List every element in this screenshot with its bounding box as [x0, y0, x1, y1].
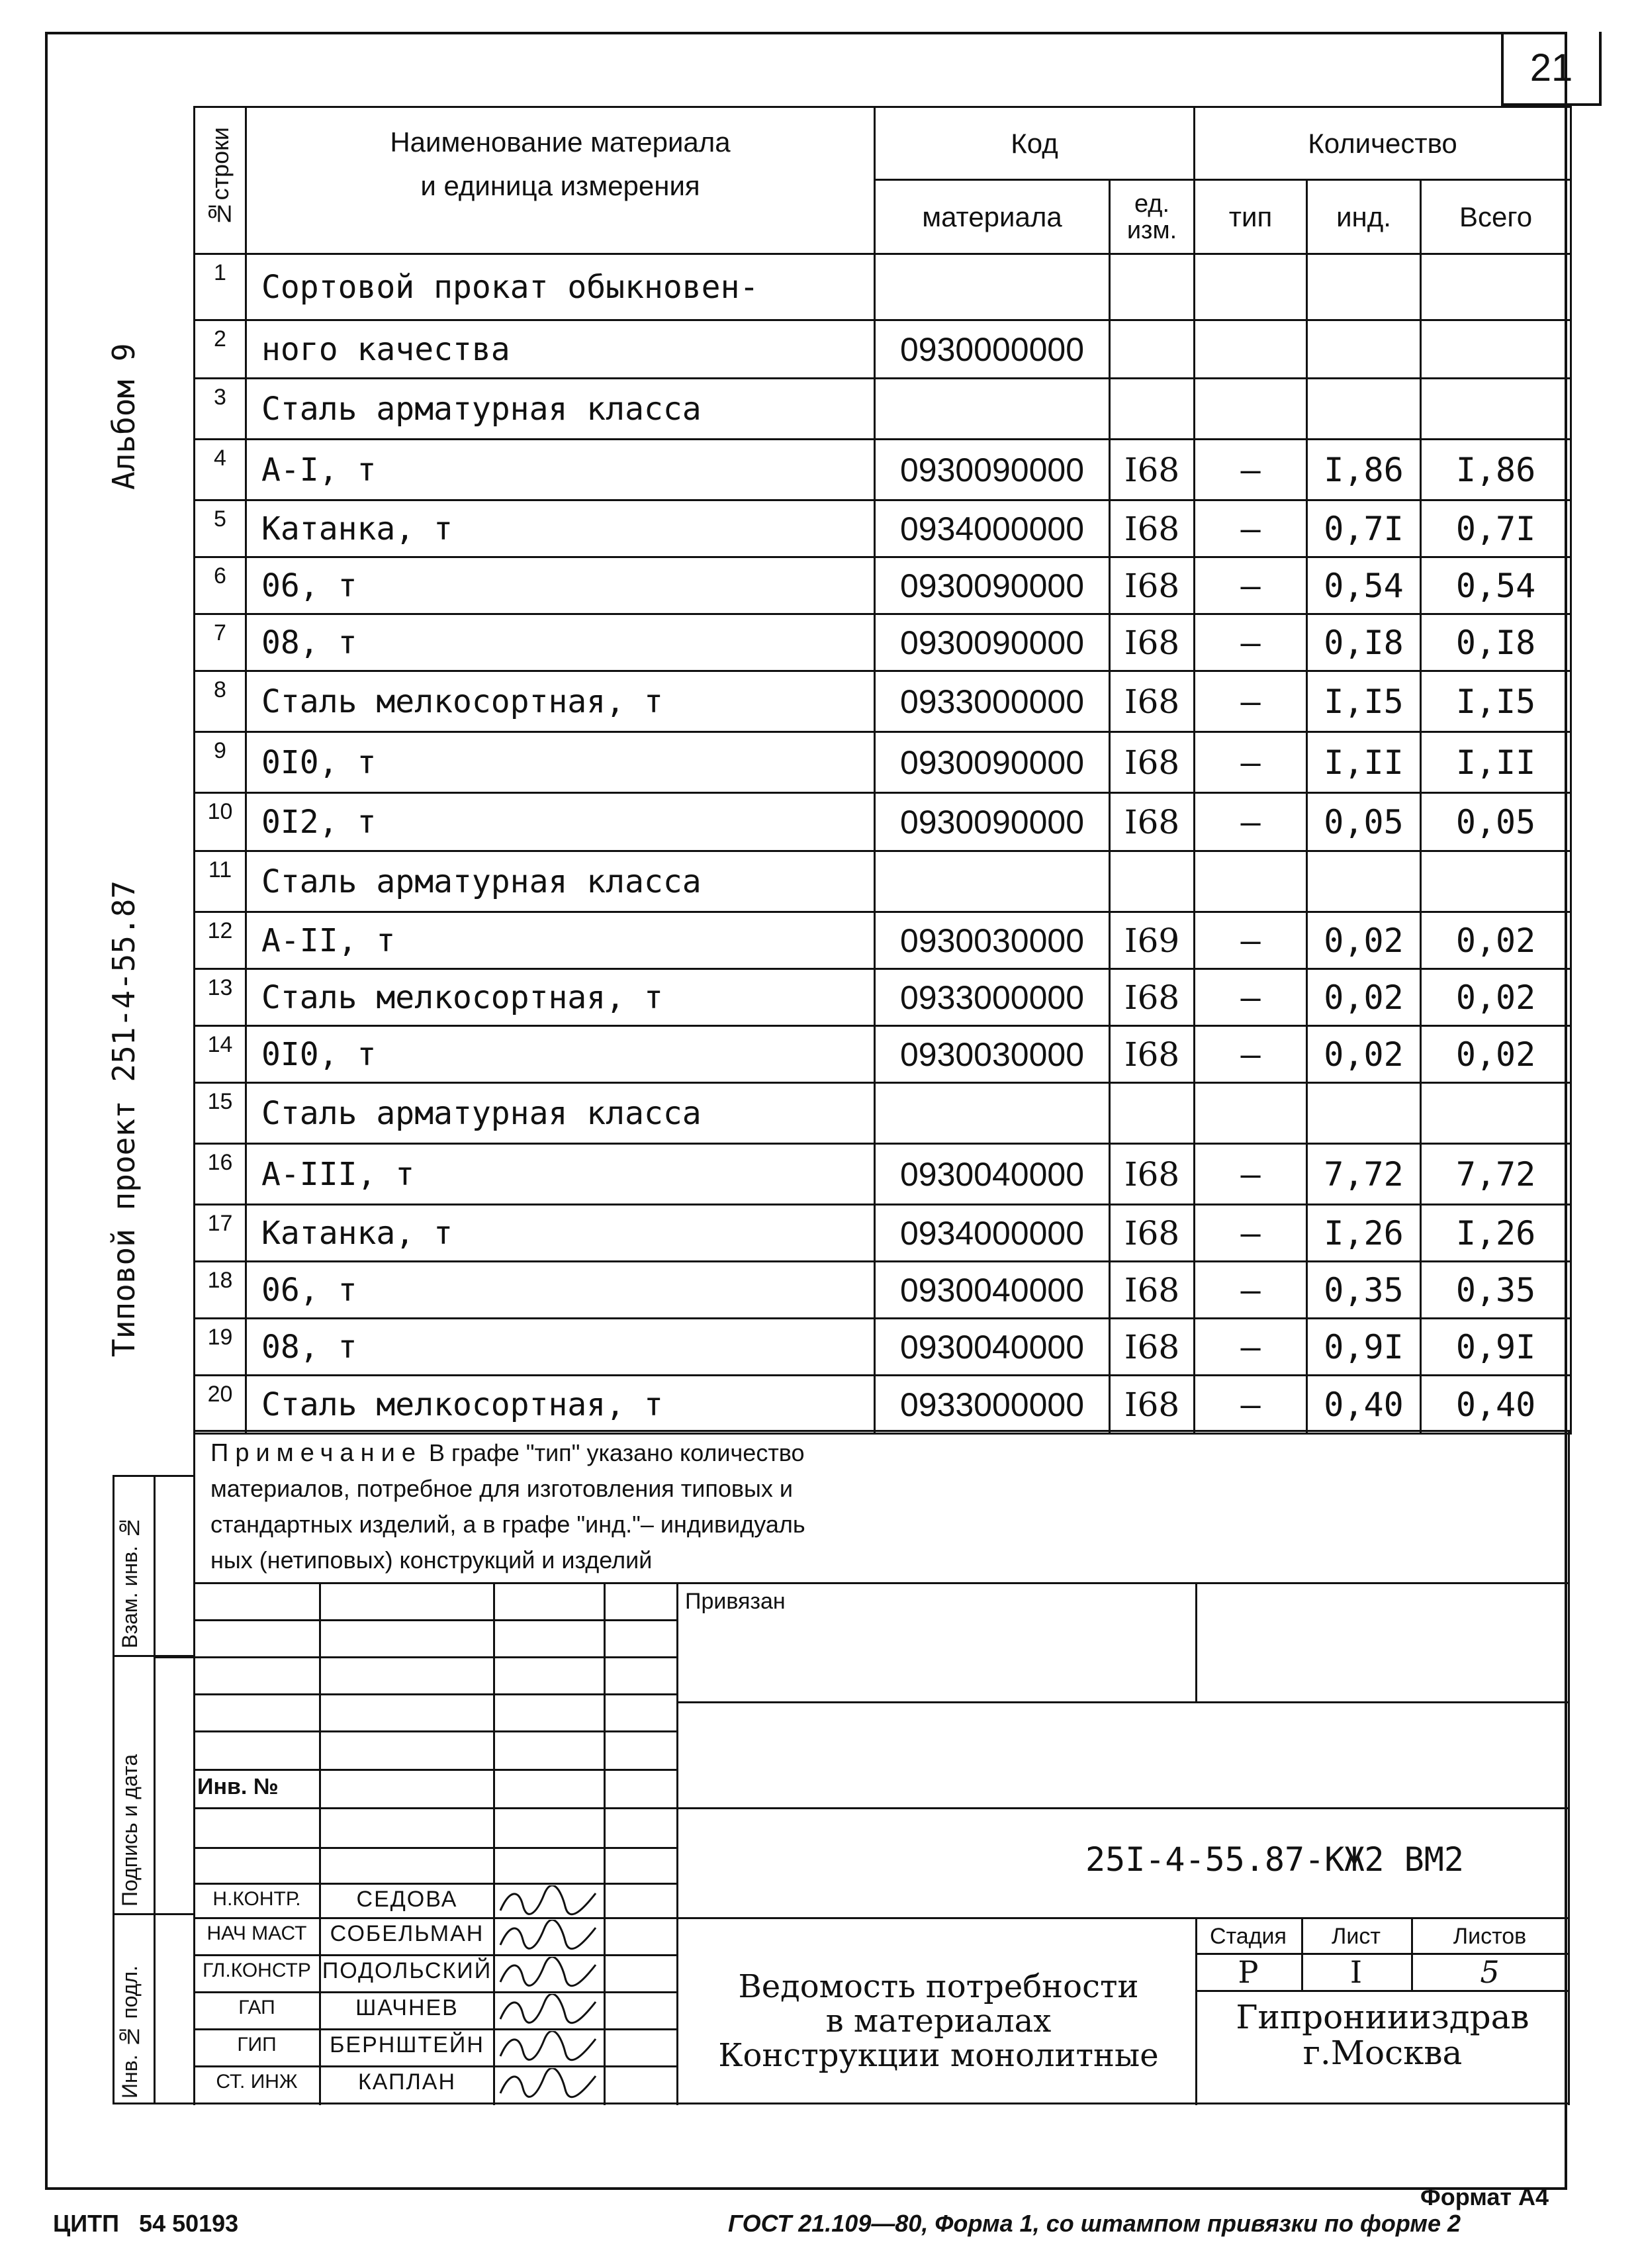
unit-code-cell: I68	[1110, 1205, 1195, 1262]
unit-code-cell: I68	[1110, 969, 1195, 1026]
grid-h3	[193, 1693, 676, 1695]
material-name-cell: 06, т	[246, 1262, 875, 1319]
qty-ind-cell: 0,02	[1307, 1026, 1421, 1083]
qty-type-cell	[1195, 851, 1307, 912]
sheet-title-line2: в материалах	[825, 2003, 1052, 2040]
qty-total-cell: 0,54	[1421, 557, 1571, 614]
signer-role: СТ. ИНЖ	[216, 2071, 298, 2093]
unit-code-cell: I68	[1110, 732, 1195, 793]
qty-total-cell: 0,7I	[1421, 500, 1571, 557]
unit-code-cell: I68	[1110, 1262, 1195, 1319]
table-row	[195, 1205, 1571, 1262]
unit-code-cell: I68	[1110, 614, 1195, 671]
grid-h5	[193, 1769, 676, 1771]
signer-role: НАЧ МАСТ	[206, 1922, 307, 1944]
qty-ind-cell: 0,05	[1307, 793, 1421, 851]
unit-code-cell: I68	[1110, 1319, 1195, 1376]
row-number-cell: 5	[195, 500, 246, 557]
qty-type-cell: –	[1195, 440, 1307, 500]
table-row	[195, 500, 1571, 557]
material-code-cell: 0930090000	[875, 732, 1110, 793]
note-heading: Примечание	[210, 1439, 422, 1467]
note-bottom-line	[193, 1582, 1570, 1584]
unit-code-cell	[1110, 320, 1195, 379]
signer-name: СОБЕЛЬМАН	[330, 1921, 484, 1946]
qty-total-cell: I,86	[1421, 440, 1571, 500]
sheet-title-line3: Конструкции монолитные	[718, 2037, 1159, 2074]
material-name-cell: Сортовой прокат обыкновен-	[246, 254, 875, 320]
grid-v2	[493, 1582, 495, 2105]
qty-total-cell: I,I5	[1421, 671, 1571, 732]
project-label: Типовой проект 251-4-55.87	[106, 880, 142, 1357]
qty-total-cell: I,II	[1421, 732, 1571, 793]
note	[210, 1435, 805, 1578]
table-row	[195, 1376, 1571, 1434]
qty-type-cell	[1195, 254, 1307, 320]
qty-total-cell: 0,9I	[1421, 1319, 1571, 1376]
grid-h13	[193, 2065, 676, 2067]
qty-type-cell: –	[1195, 732, 1307, 793]
row-number-cell: 19	[195, 1319, 246, 1376]
vzam-label: Взам. инв. №	[118, 1516, 142, 1648]
material-name-cell: Сталь арматурная класса	[246, 851, 875, 912]
signer-role: ГЛ.КОНСТР	[203, 1960, 311, 1981]
qty-total-cell: 0,02	[1421, 1026, 1571, 1083]
row-number-cell: 15	[195, 1083, 246, 1144]
signer-role: ГИП	[237, 2034, 277, 2055]
qty-type-cell	[1195, 320, 1307, 379]
organization	[1195, 1999, 1570, 2071]
grid-h7	[193, 1847, 676, 1849]
qty-ind-cell: 0,54	[1307, 557, 1421, 614]
material-name-cell: Катанка, т	[246, 500, 875, 557]
grid-h2	[154, 1656, 676, 1658]
unit-code-cell: I68	[1110, 557, 1195, 614]
qty-ind-cell: 0,I8	[1307, 614, 1421, 671]
table-row	[195, 851, 1571, 912]
qty-type-cell: –	[1195, 793, 1307, 851]
qty-total-cell: 0,02	[1421, 969, 1571, 1026]
stage-value-line	[1195, 1990, 1570, 1992]
note-line4: ных (нетиповых) конструкций и изделий	[210, 1546, 653, 1574]
material-code-cell: 0933000000	[875, 1376, 1110, 1434]
material-name-cell: 06, т	[246, 557, 875, 614]
material-name-cell: А-III, т	[246, 1144, 875, 1205]
qty-total-cell: 0,35	[1421, 1262, 1571, 1319]
qty-type-cell: –	[1195, 912, 1307, 969]
qty-ind-cell	[1307, 379, 1421, 440]
unit-code-cell	[1110, 254, 1195, 320]
signer-role: ГАП	[238, 1997, 275, 2018]
stage-label: Стадия	[1210, 1924, 1287, 1949]
qty-ind-cell: 0,35	[1307, 1262, 1421, 1319]
signer-role: Н.КОНТР.	[212, 1888, 301, 1910]
sheet-value: I	[1349, 1954, 1363, 1990]
org-line1: Гипрониииздрав	[1236, 1998, 1529, 2036]
signature-mark	[496, 1920, 602, 1953]
grid-h8	[193, 1883, 676, 1885]
qty-ind-cell	[1307, 851, 1421, 912]
inv-podl-label: Инв. № подл.	[118, 1965, 142, 2099]
qty-type-cell: –	[1195, 1205, 1307, 1262]
qty-total-cell: 7,72	[1421, 1144, 1571, 1205]
material-code-cell: 0930090000	[875, 614, 1110, 671]
unit-code-cell: I69	[1110, 912, 1195, 969]
qty-type-cell: –	[1195, 1376, 1307, 1434]
table-row	[195, 320, 1571, 379]
qty-type-cell: –	[1195, 557, 1307, 614]
material-name-cell: Сталь мелкосортная, т	[246, 1376, 875, 1434]
org-line2: г.Москва	[1302, 2034, 1463, 2072]
signature-mark	[496, 2031, 602, 2064]
qty-total-cell: 0,05	[1421, 793, 1571, 851]
unit-code-cell: I68	[1110, 500, 1195, 557]
qty-ind-cell: 0,9I	[1307, 1319, 1421, 1376]
material-name-cell: А-I, т	[246, 440, 875, 500]
table-row	[195, 1319, 1571, 1376]
qty-total-cell: 0,40	[1421, 1376, 1571, 1434]
left-strip-outer	[113, 1475, 114, 2104]
qty-type-cell	[1195, 379, 1307, 440]
unit-code-cell: I68	[1110, 1376, 1195, 1434]
qty-ind-cell: I,I5	[1307, 671, 1421, 732]
materials-rows	[195, 254, 1571, 1434]
materials-table	[193, 106, 1572, 1435]
row-number-cell: 4	[195, 440, 246, 500]
left-strip-inner	[154, 1475, 156, 2104]
table-row	[195, 1262, 1571, 1319]
material-name-cell: Сталь арматурная класса	[246, 1083, 875, 1144]
qty-total-cell: 0,I8	[1421, 614, 1571, 671]
qty-ind-cell: I,26	[1307, 1205, 1421, 1262]
material-name-cell: ного качества	[246, 320, 875, 379]
row-number-cell: 8	[195, 671, 246, 732]
grid-h9	[193, 1917, 1570, 1919]
format-label: Формат А4	[1420, 2183, 1549, 2210]
material-name-cell: 0I0, т	[246, 732, 875, 793]
row-number-cell: 2	[195, 320, 246, 379]
note-line3: стандартных изделий, а в графе "инд."– индивидуаль	[210, 1511, 805, 1538]
album-label: Альбом 9	[106, 343, 142, 490]
row-number-cell: 20	[195, 1376, 246, 1434]
material-name-cell: Сталь мелкосортная, т	[246, 969, 875, 1026]
qty-ind-cell	[1307, 254, 1421, 320]
signer-name: БЕРНШТЕЙН	[330, 2032, 484, 2057]
qty-total-cell: I,26	[1421, 1205, 1571, 1262]
stamp-left-line	[193, 1430, 195, 2105]
code-unit-header: ед. изм.	[1110, 180, 1195, 254]
material-code-cell: 0930030000	[875, 1026, 1110, 1083]
material-code-cell	[875, 379, 1110, 440]
signer-name: КАПЛАН	[357, 2069, 457, 2095]
footer-gost: ГОСТ 21.109—80, Форма 1, со штампом привязки по форме 2	[728, 2210, 1461, 2237]
signature-mark	[496, 1885, 602, 1918]
qty-type-cell: –	[1195, 969, 1307, 1026]
qty-type-cell: –	[1195, 1319, 1307, 1376]
qty-total-cell	[1421, 1083, 1571, 1144]
sheet-title-line1: Ведомость потребности	[738, 1968, 1139, 2005]
qty-total-cell	[1421, 379, 1571, 440]
code-header: Код	[875, 107, 1195, 180]
row-number-cell: 10	[195, 793, 246, 851]
grid-v1	[319, 1582, 321, 2105]
material-code-cell: 0934000000	[875, 1205, 1110, 1262]
grid-h10	[193, 1954, 676, 1956]
grid-h11	[193, 1991, 676, 1993]
material-name-cell: Катанка, т	[246, 1205, 875, 1262]
qty-ind-cell	[1307, 1083, 1421, 1144]
grid-v3	[604, 1582, 606, 2105]
material-name-cell: 0I2, т	[246, 793, 875, 851]
row-number-header: №строки	[195, 107, 246, 254]
sheets-label: Листов	[1453, 1924, 1527, 1949]
material-code-cell: 0930040000	[875, 1319, 1110, 1376]
qty-type-cell: –	[1195, 671, 1307, 732]
table-row	[195, 440, 1571, 500]
qty-ind-cell: I,II	[1307, 732, 1421, 793]
grid-v4	[676, 1582, 678, 2105]
grid-h4	[193, 1730, 676, 1732]
row-number-cell: 13	[195, 969, 246, 1026]
table-row	[195, 732, 1571, 793]
table-row	[195, 912, 1571, 969]
material-code-cell: 0930090000	[875, 440, 1110, 500]
inv-no-label: Инв. №	[197, 1774, 279, 1799]
material-code-cell: 0930030000	[875, 912, 1110, 969]
material-code-cell: 0933000000	[875, 969, 1110, 1026]
material-name-cell: 0I0, т	[246, 1026, 875, 1083]
row-number-cell: 11	[195, 851, 246, 912]
note-top-line	[193, 1430, 1570, 1432]
table-row	[195, 254, 1571, 320]
row-number-cell: 12	[195, 912, 246, 969]
sheet-title	[682, 1969, 1195, 2073]
table-row	[195, 557, 1571, 614]
unit-code-cell: I68	[1110, 440, 1195, 500]
material-code-cell	[875, 254, 1110, 320]
qty-total-cell	[1421, 851, 1571, 912]
row-number-cell: 18	[195, 1262, 246, 1319]
qty-ind-cell: 0,40	[1307, 1376, 1421, 1434]
signature-mark	[496, 1994, 602, 2027]
material-name-cell: Сталь мелкосортная, т	[246, 671, 875, 732]
material-code-cell: 0930040000	[875, 1144, 1110, 1205]
qty-type-cell: –	[1195, 1026, 1307, 1083]
sheets-value: 5	[1480, 1954, 1500, 1990]
left-strip-top	[113, 1475, 193, 1477]
row-number-cell: 14	[195, 1026, 246, 1083]
qty-type-cell: –	[1195, 500, 1307, 557]
table-row	[195, 671, 1571, 732]
qty-total-header: Всего	[1421, 180, 1571, 254]
left-strip-div2	[113, 1913, 193, 1915]
material-code-cell: 0933000000	[875, 671, 1110, 732]
qty-ind-cell: 0,7I	[1307, 500, 1421, 557]
privyazan-label: Привязан	[685, 1589, 786, 1614]
table-row	[195, 1083, 1571, 1144]
material-name-cell: 08, т	[246, 614, 875, 671]
grid-h6	[193, 1807, 1570, 1809]
row-number-cell: 9	[195, 732, 246, 793]
quantity-header: Количество	[1195, 107, 1571, 180]
row-number-cell: 17	[195, 1205, 246, 1262]
note-line2: материалов, потребное для изготовления типовых и	[210, 1475, 794, 1502]
qty-ind-cell: 7,72	[1307, 1144, 1421, 1205]
qty-total-cell	[1421, 320, 1571, 379]
qty-type-cell: –	[1195, 1262, 1307, 1319]
table-row	[195, 1144, 1571, 1205]
qty-ind-cell: 0,02	[1307, 912, 1421, 969]
row-number-cell: 7	[195, 614, 246, 671]
stage-value: Р	[1238, 1954, 1259, 1990]
note-line1: В графе "тип" указано количество	[428, 1439, 805, 1466]
privyazan-divider	[1195, 1582, 1197, 1701]
material-code-cell: 0930040000	[875, 1262, 1110, 1319]
material-code-cell: 0934000000	[875, 500, 1110, 557]
unit-code-cell	[1110, 1083, 1195, 1144]
qty-ind-cell	[1307, 320, 1421, 379]
row-number-cell: 1	[195, 254, 246, 320]
unit-code-cell	[1110, 379, 1195, 440]
table-row	[195, 379, 1571, 440]
document-code: 25I-4-55.87-КЖ2 ВМ2	[1085, 1840, 1464, 1879]
unit-code-cell: I68	[1110, 1144, 1195, 1205]
material-code-cell: 0930090000	[875, 557, 1110, 614]
grid-h1	[193, 1619, 676, 1621]
qty-ind-cell: I,86	[1307, 440, 1421, 500]
signer-name: ШАЧНЕВ	[355, 1995, 459, 2020]
qty-ind-cell: 0,02	[1307, 969, 1421, 1026]
podpis-label: Подпись и дата	[118, 1754, 142, 1907]
qty-total-cell	[1421, 254, 1571, 320]
signature-mark	[496, 2068, 602, 2101]
qty-ind-header: инд.	[1307, 180, 1421, 254]
signer-name: ПОДОЛЬСКИЙ	[322, 1958, 492, 1983]
row-number-cell: 3	[195, 379, 246, 440]
unit-code-cell: I68	[1110, 1026, 1195, 1083]
privyazan-bottom	[676, 1701, 1570, 1703]
table-row	[195, 969, 1571, 1026]
material-code-cell	[875, 1083, 1110, 1144]
footer-left: ЦИТП 54 50193	[53, 2210, 239, 2237]
row-number-cell: 16	[195, 1144, 246, 1205]
qty-total-cell: 0,02	[1421, 912, 1571, 969]
unit-code-cell: I68	[1110, 793, 1195, 851]
code-material-header: материала	[875, 180, 1110, 254]
row-number-cell: 6	[195, 557, 246, 614]
material-name-cell: Сталь арматурная класса	[246, 379, 875, 440]
grid-h12	[193, 2028, 676, 2030]
table-row	[195, 1026, 1571, 1083]
unit-code-cell: I68	[1110, 671, 1195, 732]
material-code-cell: 0930000000	[875, 320, 1110, 379]
material-name-cell: 08, т	[246, 1319, 875, 1376]
qty-type-cell: –	[1195, 1144, 1307, 1205]
qty-type-cell	[1195, 1083, 1307, 1144]
table-row	[195, 793, 1571, 851]
sheet-label: Лист	[1332, 1924, 1381, 1949]
material-code-cell	[875, 851, 1110, 912]
qty-type-header: тип	[1195, 180, 1307, 254]
material-name-header: Наименование материала и единица измерения	[246, 107, 875, 254]
unit-code-cell	[1110, 851, 1195, 912]
table-row	[195, 614, 1571, 671]
signer-name: СЕДОВА	[356, 1887, 458, 1912]
qty-type-cell: –	[1195, 614, 1307, 671]
page-number: 21	[1501, 32, 1602, 106]
material-name-cell: А-II, т	[246, 912, 875, 969]
material-code-cell: 0930090000	[875, 793, 1110, 851]
stamp-bottom-line	[113, 2103, 1570, 2104]
signature-mark	[496, 1957, 602, 1990]
